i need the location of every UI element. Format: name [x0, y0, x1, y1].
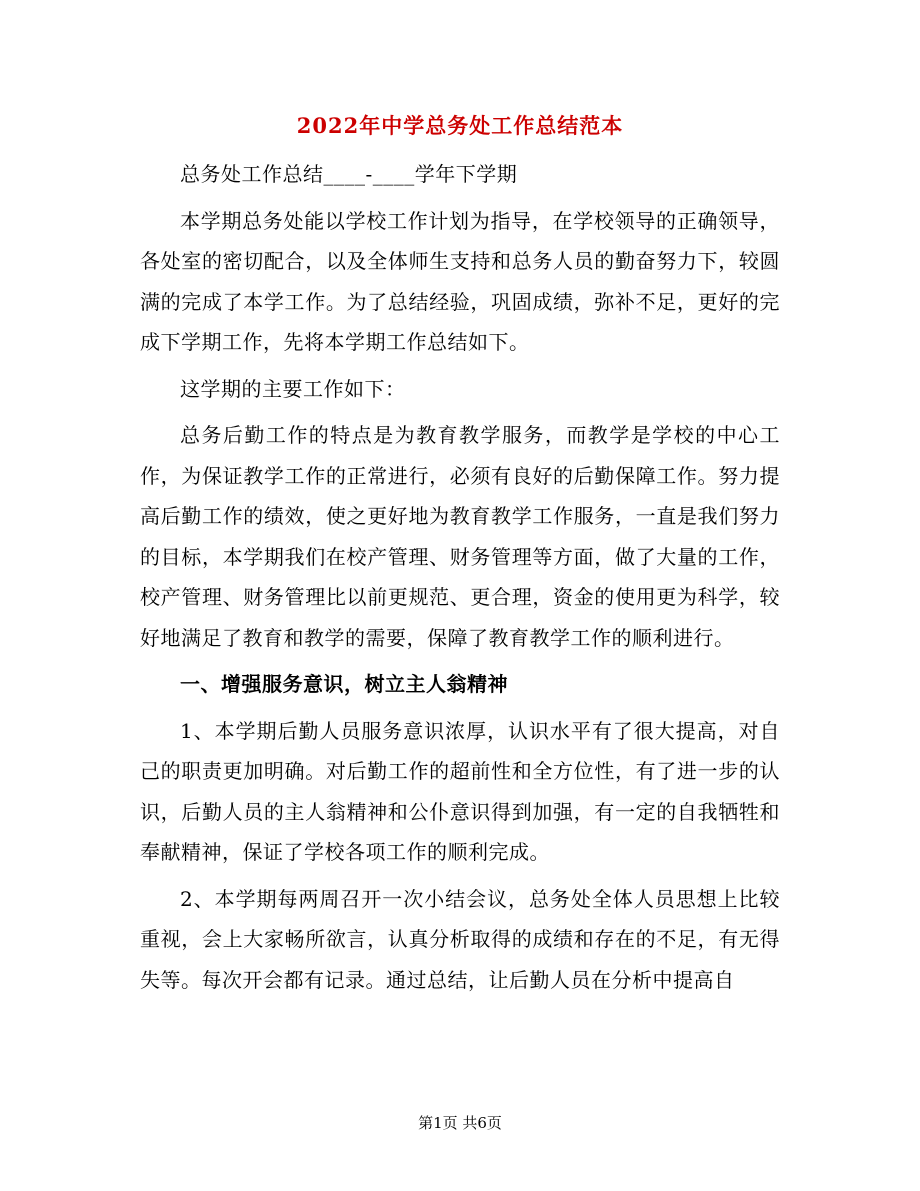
item-2-paragraph: 2、本学期每两周召开一次小结会议，总务处全体人员思想上比较重视，会上大家畅所欲言，认真分析取得的成绩和存在的不足，有无得失等。每次开会都有记录。通过总结，让后勤人员在分析中提高自 — [140, 886, 780, 992]
page-footer: 第1页 共6页 — [418, 1114, 502, 1132]
characteristics-paragraph: 总务后勤工作的特点是为教育教学服务，而教学是学校的中心工作，为保证教学工作的正常进行，必须有良好的后勤保障工作。努力提高后勤工作的绩效，使之更好地为教育教学工作服务，一直是我们努力的目标，本学期我们在校产管理、财务管理等方面，做了大量的工作，校产管理、财务管理比以前更规范、更合理，资金的使用更为科学，较好地满足了教育和教学的需要，保障了教育教学工作的顺利进行。 — [140, 423, 780, 650]
section-heading: 一、增强服务意识，树立主人翁精神 — [180, 672, 508, 696]
page-title: 2022年中学总务处工作总结范本 — [296, 113, 624, 138]
main-work-paragraph: 这学期的主要工作如下： — [180, 376, 406, 401]
subtitle-paragraph: 总务处工作总结____-____学年下学期 — [180, 162, 518, 186]
intro-paragraph: 本学期总务处能以学校工作计划为指导，在学校领导的正确领导，各处室的密切配合，以及全体师生支持和总务人员的勤奋努力下，较圆满的完成了本学工作。为了总结经验，巩固成绩，弥补不足，更好的完成下学期工作，先将本学期工作总结如下。 — [140, 208, 780, 354]
item-1-paragraph: 1、本学期后勤人员服务意识浓厚，认识水平有了很大提高，对自己的职责更加明确。对后勤工作的超前性和全方位性，有了进一步的认识，后勤人员的主人翁精神和公仆意识得到加强，有一定的自我牺牲和奉献精神，保证了学校各项工作的顺利完成。 — [140, 718, 780, 864]
document-body — [140, 154, 780, 1000]
